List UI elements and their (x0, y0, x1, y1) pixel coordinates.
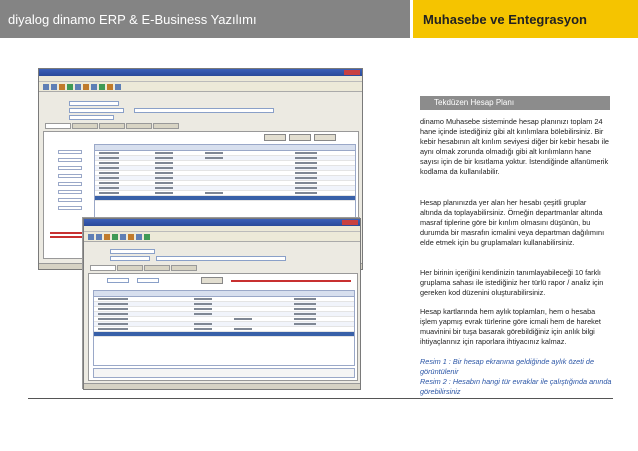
toolbar-button (314, 134, 336, 141)
toolbar-icon (75, 84, 81, 90)
tab (153, 123, 179, 129)
toolbar-icon (83, 84, 89, 90)
tab (171, 265, 197, 271)
group-cell (58, 174, 82, 178)
tab (99, 123, 125, 129)
toolbar-icon (107, 84, 113, 90)
tab-strip (45, 123, 179, 129)
content-panel (88, 273, 358, 381)
group-cell (58, 158, 82, 162)
tab (72, 123, 98, 129)
window-controls-icon (344, 70, 360, 75)
header-left-bar (0, 0, 410, 38)
toolbar-icon (115, 84, 121, 90)
warning-note (231, 280, 351, 282)
table-row-selected (95, 196, 355, 201)
tab (117, 265, 143, 271)
toolbar-icon (128, 234, 134, 240)
group-cell (58, 206, 82, 210)
tab (126, 123, 152, 129)
form-field (69, 101, 119, 106)
window-controls-icon (342, 220, 358, 225)
group-cell (58, 190, 82, 194)
query-button (201, 277, 223, 284)
warning-note (50, 236, 84, 238)
footer-divider (28, 398, 613, 399)
form-field (156, 256, 286, 261)
toolbar-icon (67, 84, 73, 90)
tab-strip (90, 265, 197, 271)
caption-resim-1: Resim 1 : Bir hesap ekranına geldiğinde aylık özeti de görüntülenir (420, 357, 595, 376)
window-toolbar (39, 82, 362, 92)
header-right-bar (413, 0, 638, 38)
product-title: diyalog dinamo ERP & E-Business Yazılımı (8, 12, 257, 27)
monthly-summary-grid (94, 144, 356, 224)
paragraph-gruplama-sahasi: Her birinin içeriğini kendinizin tanımlayabileceği 10 farklı gruplama sahası ile istediğiniz her türlü rapor / analiz için gereken kod düzenini oluşturabilirsiniz. (420, 268, 604, 297)
toolbar-icon (91, 84, 97, 90)
form-field (69, 115, 114, 120)
section-header (420, 96, 610, 110)
tab (90, 265, 116, 271)
toolbar-icon (104, 234, 110, 240)
window-toolbar (84, 232, 360, 242)
screenshot-document-summary (83, 218, 361, 390)
toolbar-icon (99, 84, 105, 90)
tab (144, 265, 170, 271)
section-title: Tekdüzen Hesap Planı (434, 98, 515, 107)
document-type-grid (93, 290, 355, 366)
toolbar-icon (96, 234, 102, 240)
toolbar-icon (120, 234, 126, 240)
toolbar-icon (136, 234, 142, 240)
tab (45, 123, 71, 129)
toolbar-icon (59, 84, 65, 90)
group-cell (58, 150, 82, 154)
form-field (69, 108, 124, 113)
toolbar-button (264, 134, 286, 141)
paragraph-gruplama: Hesap planınızda yer alan her hesabı çeşitli gruplar altında da toplayabilirsiniz. Örneğin departmanlar altında masraf tiplerine göre bir kırılım olmasını düşünün, bu durumda bir masrafın icmalini veya departman dağılımını elde etmek için bu gruplamaları kullanabilirsiniz. (420, 198, 605, 247)
toolbar-button (289, 134, 311, 141)
date-field (137, 278, 159, 283)
toolbar-icon (88, 234, 94, 240)
caption-resim-2: Resim 2 : Hesabın hangi tür evraklar ile çalıştığında anında görebilirsiniz (420, 377, 612, 396)
form-field (134, 108, 274, 113)
table-row-selected (94, 332, 354, 337)
group-cell (58, 182, 82, 186)
toolbar-icon (144, 234, 150, 240)
date-field (107, 278, 129, 283)
form-field (110, 249, 155, 254)
paragraph-hesap-kartlari: Hesap kartlarında hem aylık toplamları, hem o hesaba işlem yapmış evrak türlerine göre icmali hem de hareket muavinini bir tuşa basarak görebildiğiniz için anlık bilgi ihtiyaçlarınız için raporlara ihtiyacınız kalmaz. (420, 307, 601, 346)
module-title: Muhasebe ve Entegrasyon (423, 12, 587, 27)
group-cell (58, 198, 82, 202)
form-field (110, 256, 150, 261)
paragraph-hesap-plani: dinamo Muhasebe sisteminde hesap planınızı toplam 24 hane içinde istediğiniz gibi alt kırılımlara bölebilirsiniz. Bir kebir hesabının alt kırılım seviyesi diğer bir kebir hesabı ile aynı olmak zorunda olmadığı gibi alt kırılımların hane sayısı için de bir kısıtlama yoktur. İstendiğinde alfanümerik kodlama da kullanılabilir. (420, 117, 609, 176)
window-titlebar (84, 219, 360, 226)
toolbar-icon (112, 234, 118, 240)
toolbar-icon (51, 84, 57, 90)
group-cell (58, 166, 82, 170)
totals-row (93, 368, 355, 378)
window-titlebar (39, 69, 362, 76)
statusbar (84, 383, 360, 389)
toolbar-icon (43, 84, 49, 90)
